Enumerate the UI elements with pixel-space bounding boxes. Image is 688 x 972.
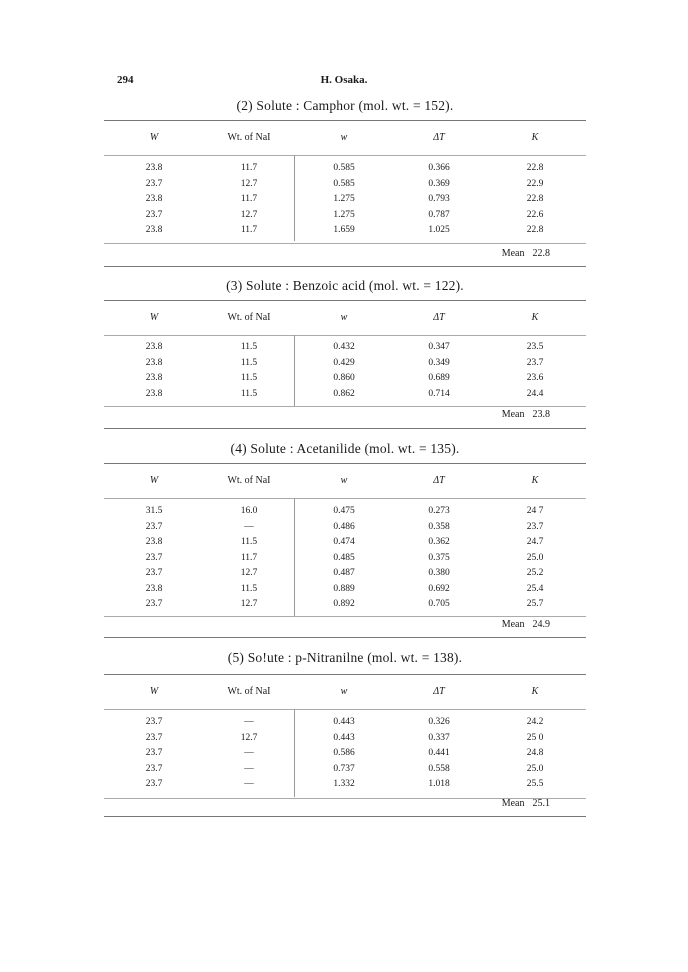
cell-W: 23.7 <box>145 732 163 743</box>
table-row <box>104 504 586 520</box>
cell-K: 24.8 <box>526 748 544 758</box>
table-row <box>104 777 586 793</box>
cell-w: 0.889 <box>333 583 355 594</box>
table-header-row <box>104 675 586 709</box>
column-header-W: W <box>149 312 159 323</box>
cell-wt-nai: 11.7 <box>240 163 258 173</box>
column-header-w: w <box>340 475 348 486</box>
column-header-delta-t: ΔT <box>433 475 445 486</box>
cell-w: 0.485 <box>333 552 355 563</box>
cell-W: 23.8 <box>145 194 163 204</box>
column-header-K: K <box>531 132 539 143</box>
table-row <box>104 387 586 403</box>
cell-W: 23.8 <box>145 583 163 594</box>
cell-w: 0.892 <box>333 599 355 609</box>
table-caption: (4) Solute : Acetanilide (mol. wt. = 135). <box>230 441 460 456</box>
cell-wt-nai: 11.5 <box>240 342 258 352</box>
data-table <box>104 464 586 613</box>
table-caption: (3) Solute : Benzoic acid (mol. wt. = 122). <box>226 278 464 293</box>
cell-W: 23.7 <box>145 717 163 727</box>
cell-W: 23.7 <box>145 599 163 609</box>
cell-w: 1.275 <box>333 209 355 220</box>
table-header-row <box>104 464 586 498</box>
cell-delta-t: 0.273 <box>428 506 450 516</box>
cell-delta-t: 0.375 <box>428 552 450 563</box>
cell-wt-nai: — <box>244 748 254 758</box>
cell-wt-nai: 11.5 <box>240 373 258 383</box>
column-header-wt-nai: Wt. of NaI <box>227 686 271 697</box>
cell-delta-t: 1.025 <box>428 225 450 235</box>
table-bottom-rule <box>104 428 586 429</box>
column-header-K: K <box>531 686 539 697</box>
cell-K: 23.7 <box>526 521 544 532</box>
cell-delta-t: 0.369 <box>428 178 450 189</box>
table-row <box>104 371 586 387</box>
cell-wt-nai: 11.7 <box>240 194 258 204</box>
mean-label: Mean <box>501 409 525 420</box>
column-header-w: w <box>340 312 348 323</box>
cell-W: 23.8 <box>145 373 163 383</box>
table-row <box>104 762 586 778</box>
cell-wt-nai: — <box>244 521 254 532</box>
cell-K: 24.7 <box>526 537 544 547</box>
cell-w: 0.486 <box>333 521 355 532</box>
column-header-W: W <box>149 686 159 697</box>
column-header-W: W <box>149 475 159 486</box>
column-divider <box>294 155 295 241</box>
table-caption: (5) So!ute : p-Nitranilne (mol. wt. = 138). <box>227 650 463 665</box>
cell-w: 0.585 <box>333 163 355 173</box>
cell-K: 25.4 <box>526 583 544 594</box>
cell-K: 24 7 <box>526 506 544 516</box>
table-row <box>104 746 586 762</box>
column-header-wt-nai: Wt. of NaI <box>227 132 271 143</box>
table-header-row <box>104 301 586 335</box>
cell-W: 23.8 <box>145 388 163 399</box>
cell-wt-nai: — <box>244 717 254 727</box>
table-header-row <box>104 121 586 155</box>
table-row <box>104 192 586 208</box>
cell-w: 0.429 <box>333 357 355 368</box>
mean-value: 22.8 <box>532 248 550 259</box>
table-row <box>104 161 586 177</box>
cell-W: 23.7 <box>145 779 163 789</box>
table-row <box>104 566 586 582</box>
table-row <box>104 520 586 536</box>
cell-K: 25.2 <box>526 568 544 578</box>
cell-w: 0.474 <box>333 537 355 547</box>
cell-delta-t: 0.380 <box>428 568 450 578</box>
table-row <box>104 223 586 239</box>
mean-value: 23.8 <box>532 409 550 420</box>
table-row <box>104 356 586 372</box>
cell-w: 1.275 <box>333 194 355 204</box>
column-header-delta-t: ΔT <box>433 132 445 143</box>
cell-W: 23.7 <box>145 748 163 758</box>
body-bottom-rule <box>104 616 586 617</box>
cell-wt-nai: 12.7 <box>240 209 258 220</box>
cell-w: 0.586 <box>333 748 355 758</box>
column-header-w: w <box>340 132 348 143</box>
cell-W: 23.8 <box>145 342 163 352</box>
cell-K: 23.5 <box>526 342 544 352</box>
mean-label: Mean <box>501 619 525 630</box>
body-bottom-rule <box>104 243 586 244</box>
column-header-K: K <box>531 312 539 323</box>
cell-w: 0.737 <box>333 763 355 774</box>
cell-delta-t: 0.705 <box>428 599 450 609</box>
body-bottom-rule <box>104 406 586 407</box>
column-divider <box>294 498 295 616</box>
column-header-wt-nai: Wt. of NaI <box>227 475 271 486</box>
cell-w: 0.487 <box>333 568 355 578</box>
cell-K: 23.7 <box>526 357 544 368</box>
cell-delta-t: 0.692 <box>428 583 450 594</box>
cell-delta-t: 0.793 <box>428 194 450 204</box>
column-header-delta-t: ΔT <box>433 686 445 697</box>
cell-wt-nai: 11.7 <box>240 225 258 235</box>
cell-wt-nai: — <box>244 763 254 774</box>
cell-delta-t: 0.326 <box>428 717 450 727</box>
mean-line <box>502 619 550 630</box>
cell-wt-nai: — <box>244 779 254 789</box>
cell-wt-nai: 12.7 <box>240 568 258 578</box>
cell-wt-nai: 12.7 <box>240 732 258 743</box>
cell-delta-t: 0.714 <box>428 388 450 399</box>
cell-delta-t: 0.689 <box>428 373 450 383</box>
header-rule <box>104 335 586 336</box>
column-divider <box>294 335 295 407</box>
cell-K: 25.7 <box>526 599 544 609</box>
mean-label: Mean <box>501 248 525 259</box>
column-header-delta-t: ΔT <box>433 312 445 323</box>
column-header-wt-nai: Wt. of NaI <box>227 312 271 323</box>
column-divider <box>294 709 295 797</box>
table-caption: (2) Solute : Camphor (mol. wt. = 152). <box>236 98 454 113</box>
table-row <box>104 340 586 356</box>
cell-delta-t: 1.018 <box>428 779 450 789</box>
mean-value: 25.1 <box>532 798 550 809</box>
cell-K: 22.8 <box>526 225 544 235</box>
table-row <box>104 715 586 731</box>
cell-w: 0.432 <box>333 342 355 352</box>
table-row <box>104 208 586 224</box>
cell-w: 0.443 <box>333 717 355 727</box>
cell-W: 23.8 <box>145 163 163 173</box>
header-rule <box>104 498 586 499</box>
cell-w: 0.475 <box>333 506 355 516</box>
mean-label: Mean <box>501 798 525 809</box>
cell-delta-t: 0.366 <box>428 163 450 173</box>
data-table <box>104 301 586 402</box>
data-table <box>104 121 586 239</box>
cell-K: 25 0 <box>526 732 544 743</box>
cell-wt-nai: 11.5 <box>240 583 258 594</box>
column-header-w: w <box>340 686 348 697</box>
cell-wt-nai: 12.7 <box>240 178 258 189</box>
cell-K: 22.6 <box>526 209 544 220</box>
mean-value: 24.9 <box>532 619 550 630</box>
cell-W: 23.7 <box>145 552 163 563</box>
table-row <box>104 597 586 613</box>
cell-delta-t: 0.362 <box>428 537 450 547</box>
table-row <box>104 535 586 551</box>
cell-wt-nai: 16.0 <box>240 506 258 516</box>
cell-delta-t: 0.337 <box>428 732 450 743</box>
cell-W: 23.7 <box>145 521 163 532</box>
cell-K: 25.0 <box>526 552 544 563</box>
cell-delta-t: 0.347 <box>428 342 450 352</box>
cell-K: 24.4 <box>526 388 544 399</box>
cell-W: 23.8 <box>145 537 163 547</box>
cell-delta-t: 0.349 <box>428 357 450 368</box>
cell-delta-t: 0.558 <box>428 763 450 774</box>
cell-wt-nai: 12.7 <box>240 599 258 609</box>
cell-w: 0.860 <box>333 373 355 383</box>
cell-K: 22.9 <box>526 178 544 189</box>
cell-K: 22.8 <box>526 163 544 173</box>
table-row <box>104 731 586 747</box>
header-rule <box>104 709 586 710</box>
cell-W: 23.7 <box>145 568 163 578</box>
mean-line <box>502 409 550 420</box>
cell-W: 31.5 <box>145 506 163 516</box>
cell-w: 0.585 <box>333 178 355 189</box>
header-rule <box>104 155 586 156</box>
table-row <box>104 582 586 598</box>
running-head: H. Osaka. <box>320 74 368 86</box>
cell-wt-nai: 11.7 <box>240 552 258 563</box>
cell-w: 1.332 <box>333 779 355 789</box>
cell-K: 24.2 <box>526 717 544 727</box>
cell-W: 23.7 <box>145 178 163 189</box>
cell-K: 25.0 <box>526 763 544 774</box>
cell-delta-t: 0.441 <box>428 748 450 758</box>
cell-delta-t: 0.787 <box>428 209 450 220</box>
cell-w: 1.659 <box>333 225 355 235</box>
cell-K: 22.8 <box>526 194 544 204</box>
cell-wt-nai: 11.5 <box>240 537 258 547</box>
cell-wt-nai: 11.5 <box>240 388 258 399</box>
page-number: 294 <box>117 74 134 86</box>
column-header-K: K <box>531 475 539 486</box>
cell-K: 23.6 <box>526 373 544 383</box>
cell-W: 23.8 <box>145 225 163 235</box>
mean-line <box>502 248 550 259</box>
mean-line <box>502 798 550 809</box>
cell-w: 0.862 <box>333 388 355 399</box>
table-bottom-rule <box>104 266 586 267</box>
cell-W: 23.8 <box>145 357 163 368</box>
cell-wt-nai: 11.5 <box>240 357 258 368</box>
cell-K: 25.5 <box>526 779 544 789</box>
data-table <box>104 675 586 793</box>
cell-W: 23.7 <box>145 763 163 774</box>
table-bottom-rule <box>104 816 586 817</box>
cell-w: 0.443 <box>333 732 355 743</box>
table-row <box>104 551 586 567</box>
cell-delta-t: 0.358 <box>428 521 450 532</box>
table-bottom-rule <box>104 637 586 638</box>
table-row <box>104 177 586 193</box>
column-header-W: W <box>149 132 159 143</box>
cell-W: 23.7 <box>145 209 163 220</box>
